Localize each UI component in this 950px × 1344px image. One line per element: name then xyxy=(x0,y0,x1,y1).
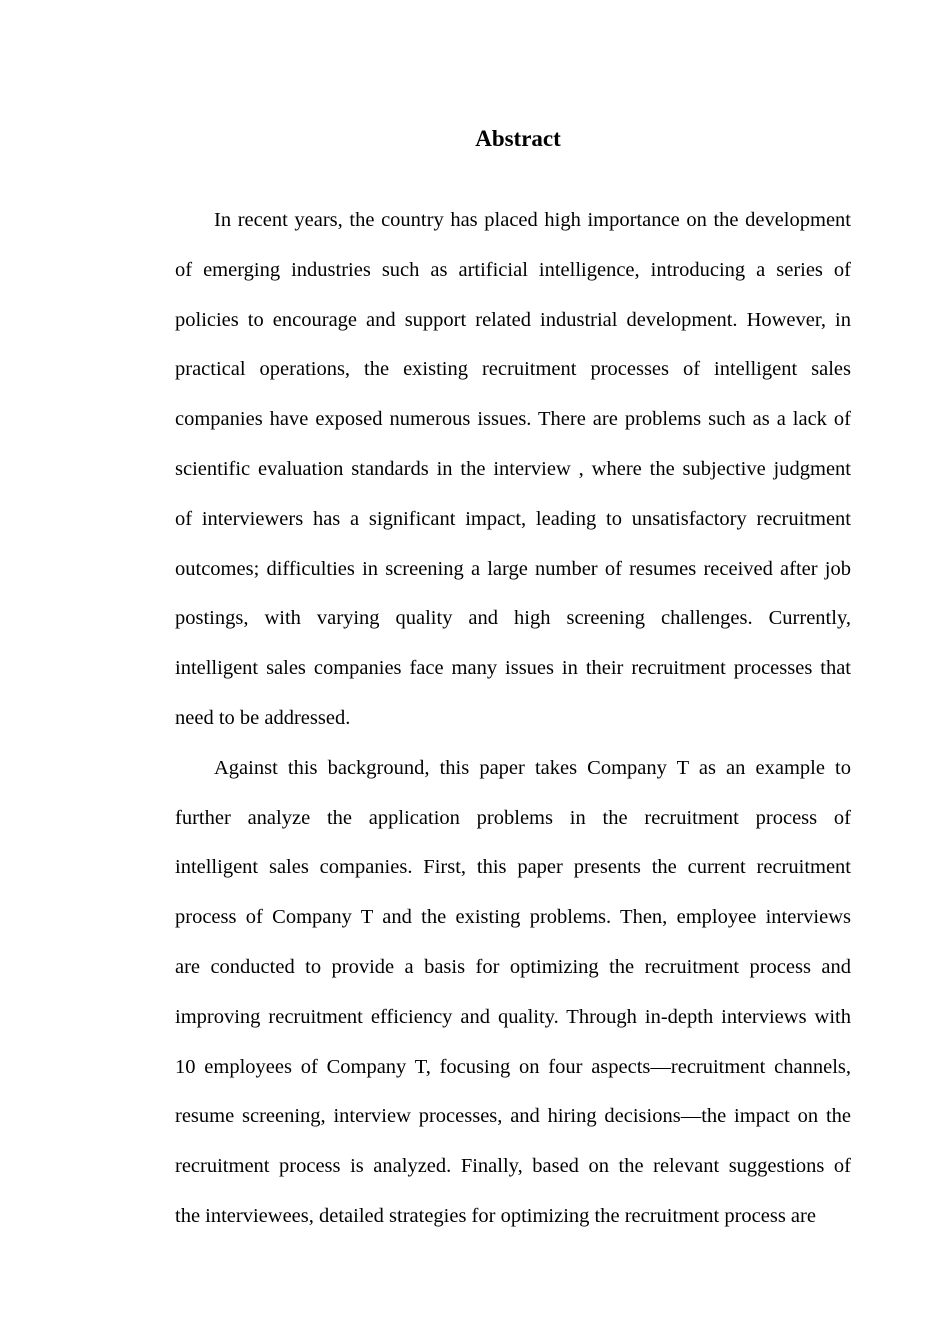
text-line: improving recruitment efficiency and quality. Through in-depth interviews with xyxy=(175,1005,851,1028)
text-line: Against this background, this paper takes Company T as an example to xyxy=(214,756,851,779)
text-line: the interviewees, detailed strategies for optimizing the recruitment process are xyxy=(175,1204,816,1227)
text-line: companies have exposed numerous issues. There are problems such as a lack of xyxy=(175,408,851,431)
abstract-paragraph-2 xyxy=(136,744,851,1242)
text-line: scientific evaluation standards in the interview , where the subjective judgment xyxy=(175,457,851,480)
text-line: intelligent sales companies face many issues in their recruitment processes that xyxy=(175,657,851,680)
abstract-body xyxy=(136,196,851,1242)
text-line: policies to encourage and support related industrial development. However, in xyxy=(175,308,851,331)
text-line: of interviewers has a significant impact, leading to unsatisfactory recruitment xyxy=(175,507,851,530)
text-line: postings, with varying quality and high screening challenges. Currently, xyxy=(175,607,851,630)
text-line: of emerging industries such as artificial intelligence, introducing a series of xyxy=(175,258,851,281)
text-line: practical operations, the existing recruitment processes of intelligent sales xyxy=(175,358,851,381)
text-line: recruitment process is analyzed. Finally, based on the relevant suggestions of xyxy=(175,1155,851,1178)
text-line: need to be addressed. xyxy=(175,706,351,729)
abstract-paragraph-1 xyxy=(136,196,851,744)
text-line: outcomes; difficulties in screening a large number of resumes received after job xyxy=(175,557,851,580)
text-line: 10 employees of Company T, focusing on four aspects—recruitment channels, xyxy=(175,1055,851,1078)
text-line: are conducted to provide a basis for optimizing the recruitment process and xyxy=(175,955,851,978)
text-line: In recent years, the country has placed high importance on the development xyxy=(214,209,851,231)
text-line: process of Company T and the existing problems. Then, employee interviews xyxy=(175,906,851,929)
abstract-heading: Abstract xyxy=(475,126,561,151)
text-line: intelligent sales companies. First, this paper presents the current recruitment xyxy=(175,856,851,879)
text-line: further analyze the application problems in the recruitment process of xyxy=(175,806,851,829)
text-line: resume screening, interview processes, and hiring decisions—the impact on the xyxy=(175,1105,851,1128)
